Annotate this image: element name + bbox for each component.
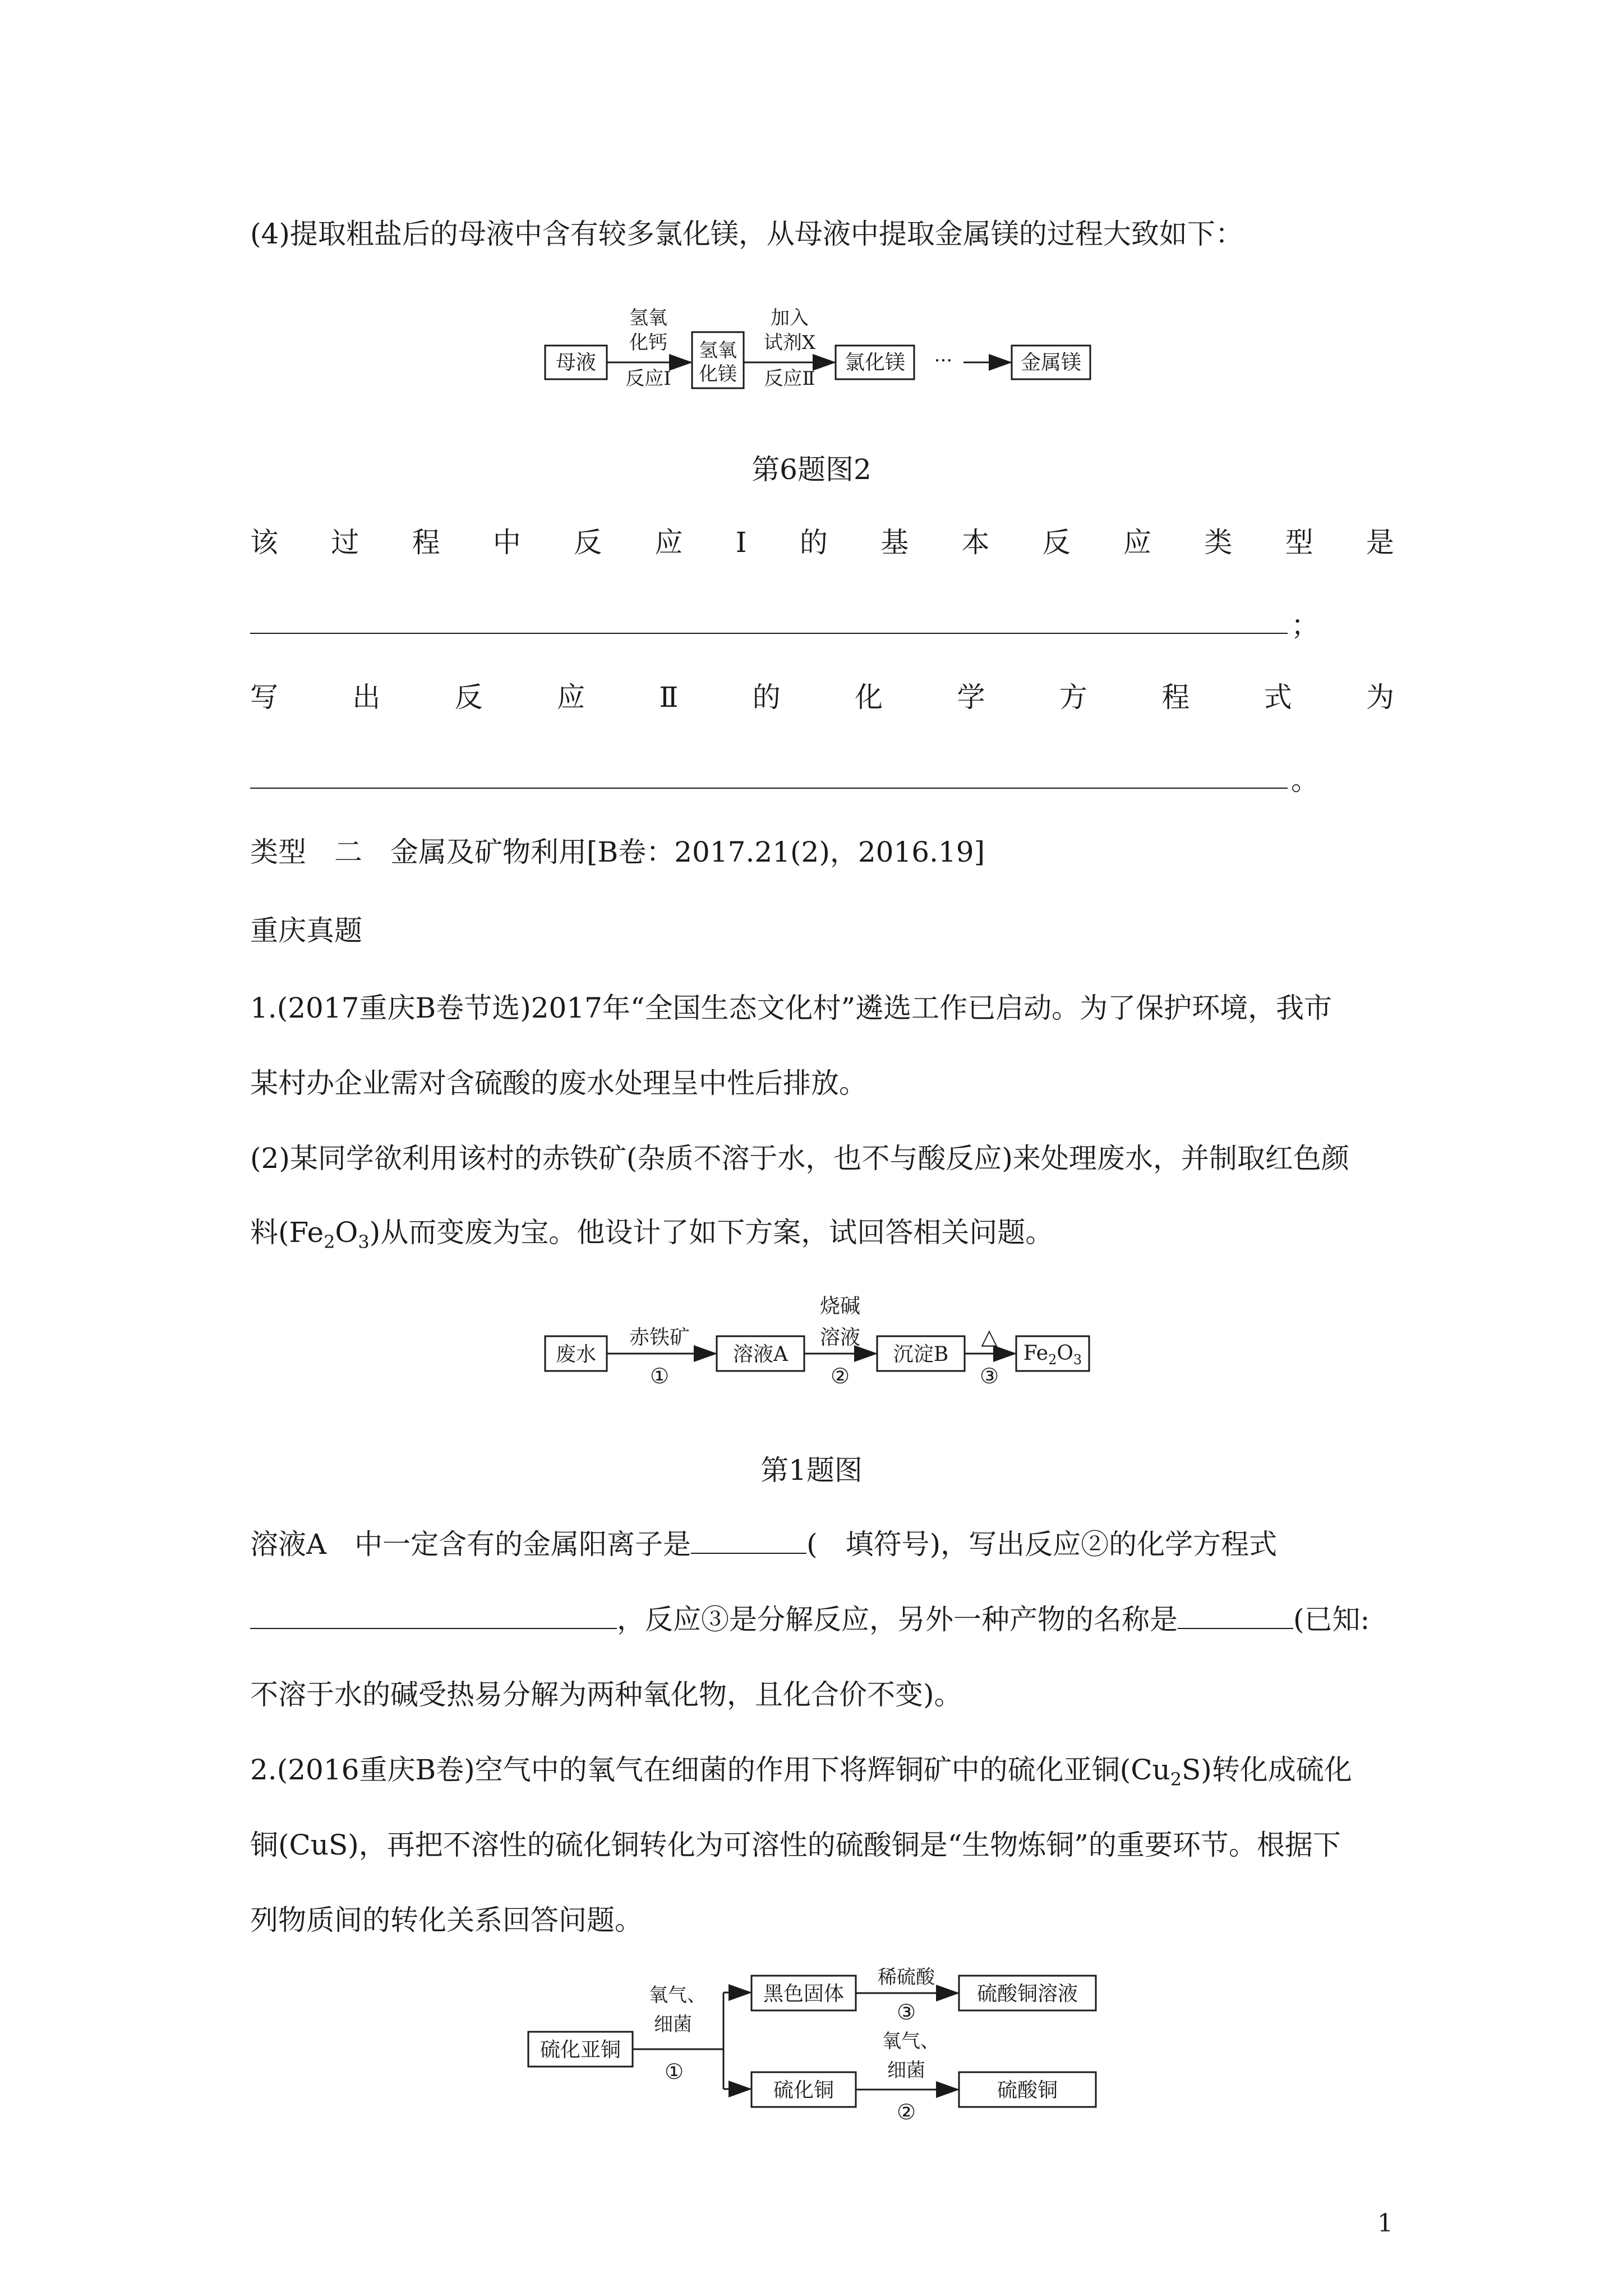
arrow-down-top1: 氧气、 xyxy=(882,2030,939,2053)
arrow-down-top2: 细菌 xyxy=(887,2059,925,2082)
text: Fe xyxy=(1023,1342,1049,1365)
arrow3-num: ③ xyxy=(979,1364,999,1388)
arrow1-top: 赤铁矿 xyxy=(629,1326,690,1349)
text: S)转化成硫化 xyxy=(1182,1754,1352,1786)
arrow2-num: ② xyxy=(830,1364,850,1388)
arrow-down-num: ② xyxy=(896,2100,916,2124)
arrow2-top2: 试剂X xyxy=(763,332,816,354)
answer-blank-equation-2[interactable] xyxy=(250,788,1288,789)
copper-diagram xyxy=(527,1963,1099,2132)
arrow-up-top: 稀硫酸 xyxy=(878,1966,935,1989)
branch-num: ① xyxy=(664,2059,684,2084)
char: 该 xyxy=(250,526,278,559)
q2-line1 xyxy=(250,1756,1352,1788)
char: 的 xyxy=(752,681,781,714)
char: 出 xyxy=(352,681,381,714)
arrow1-top2: 化钙 xyxy=(629,332,667,354)
answer-blank-product-name[interactable] xyxy=(1178,1605,1293,1629)
q1-question-line2 xyxy=(250,1605,1370,1634)
page-number: 1 xyxy=(1377,2209,1393,2238)
q1-question-line1 xyxy=(250,1528,1278,1561)
answer-blank-cation[interactable] xyxy=(691,1530,806,1554)
q4-intro: (4)提取粗盐后的母液中含有较多氯化镁，从母液中提取金属镁的过程大致如下： xyxy=(250,218,1243,250)
box-mg-hydroxide-l2: 化镁 xyxy=(699,363,737,385)
char: 是 xyxy=(1366,526,1394,559)
mg-extraction-diagram xyxy=(544,303,1094,398)
box-cu2s-label: 硫化亚铜 xyxy=(540,2039,621,2062)
char: 过 xyxy=(331,526,359,559)
arrow2-top2: 溶液 xyxy=(819,1326,861,1349)
text: ，反应③是分解反应，另外一种产物的名称是 xyxy=(617,1603,1178,1636)
char: 基 xyxy=(880,526,909,559)
box-waste-water-label: 废水 xyxy=(555,1343,597,1366)
box-mg-chloride-label: 氯化镁 xyxy=(844,351,906,374)
text: 2.(2016重庆B卷)空气中的氧气在细菌的作用下将辉铜矿中的硫化亚铜(Cu xyxy=(250,1754,1170,1786)
char: 型 xyxy=(1285,526,1313,559)
branch-top2: 细菌 xyxy=(654,2013,692,2036)
q1-line1: 1.(2017重庆B卷节选)2017年“全国生态文化村”遴选工作已启动。为了保护环境，我市 xyxy=(250,992,1332,1024)
q1-part2-line1: (2)某同学欲利用该村的赤铁矿(杂质不溶于水，也不与酸反应)来处理废水，并制取红色颜 xyxy=(250,1142,1349,1175)
q4-question-line1 xyxy=(250,526,1394,559)
char: 式 xyxy=(1264,681,1292,714)
q1-line2: 某村办企业需对含硫酸的废水处理呈中性后排放。 xyxy=(250,1067,867,1099)
box-mg-hydroxide-l1: 氢氧 xyxy=(699,339,737,362)
char: 程 xyxy=(412,526,440,559)
char: 本 xyxy=(961,526,990,559)
char: 程 xyxy=(1161,681,1190,714)
box-solution-a-label: 溶液A xyxy=(733,1343,788,1366)
char: Ⅱ xyxy=(659,681,679,714)
box-fe2o3-label xyxy=(1023,1342,1082,1368)
text: O xyxy=(335,1216,358,1249)
arrow1-top1: 氢氧 xyxy=(629,307,667,329)
arrow2-top1: 加入 xyxy=(771,307,809,329)
subscript: 2 xyxy=(1170,1769,1182,1790)
box-precipitate-b-label: 沉淀B xyxy=(893,1343,949,1366)
text: ( 填符号)，写出反应②的化学方程式 xyxy=(806,1528,1278,1561)
q4-question-line2 xyxy=(250,681,1394,714)
char: 化 xyxy=(855,681,883,714)
char: 反 xyxy=(574,526,602,559)
box-cuso4-label: 硫酸铜 xyxy=(997,2079,1058,2102)
text: 溶液A 中一定含有的金属阳离子是 xyxy=(250,1528,691,1561)
char: 的 xyxy=(799,526,828,559)
box-cuso4-solution-label: 硫酸铜溶液 xyxy=(976,1982,1078,2005)
q2-line2: 铜(CuS)，再把不溶性的硫化铜转化为可溶性的硫酸铜是“生物炼铜”的重要环节。根据下 xyxy=(250,1829,1341,1861)
arrow-up-num: ③ xyxy=(896,2000,916,2024)
type2-heading: 类型 二 金属及矿物利用[B卷：2017.21(2)，2016.19] xyxy=(250,836,985,868)
answer-blank-reaction-type[interactable] xyxy=(250,633,1288,634)
text: 料(Fe xyxy=(250,1216,324,1249)
char: 为 xyxy=(1366,681,1394,714)
char: 方 xyxy=(1059,681,1087,714)
char: 中 xyxy=(492,526,521,559)
semicolon: ； xyxy=(1291,609,1319,642)
q1-question-line3: 不溶于水的碱受热易分解为两种氧化物，且化合价不变)。 xyxy=(250,1678,962,1711)
box-cus-label: 硫化铜 xyxy=(773,2079,834,2102)
subscript: 3 xyxy=(1073,1352,1082,1368)
answer-blank-equation[interactable] xyxy=(250,1605,617,1629)
char: 学 xyxy=(957,681,985,714)
box-black-solid-label: 黑色固体 xyxy=(763,1982,845,2005)
subscript: 2 xyxy=(1048,1352,1057,1368)
char: 应 xyxy=(557,681,585,714)
subscript: 2 xyxy=(324,1231,335,1253)
fe2o3-diagram xyxy=(544,1290,1094,1397)
arrow1-bottom: 反应Ⅰ xyxy=(625,367,671,390)
char: 写 xyxy=(250,681,278,714)
figure-caption-1: 第1题图 xyxy=(760,1454,863,1487)
figure-caption-6-2: 第6题图2 xyxy=(751,453,872,486)
box-mother-liquor-label: 母液 xyxy=(555,351,597,374)
text: )从而变废为宝。他设计了如下方案，试回答相关问题。 xyxy=(369,1216,1054,1249)
branch-top1: 氧气、 xyxy=(649,1984,706,2007)
arrow1-num: ① xyxy=(649,1364,670,1388)
char: 反 xyxy=(1042,526,1071,559)
text: O xyxy=(1057,1342,1073,1365)
box-mg-metal-label: 金属镁 xyxy=(1020,351,1082,374)
period: 。 xyxy=(1291,764,1319,797)
q2-line3: 列物质间的转化关系回答问题。 xyxy=(250,1904,643,1936)
heat-triangle: △ xyxy=(981,1324,998,1349)
type2-subheading: 重庆真题 xyxy=(250,914,362,947)
char: Ⅰ xyxy=(735,526,747,559)
char: 类 xyxy=(1204,526,1233,559)
arrow2-top1: 烧碱 xyxy=(819,1295,861,1318)
char: 应 xyxy=(1123,526,1152,559)
text: (已知: xyxy=(1293,1603,1370,1636)
subscript: 3 xyxy=(358,1231,370,1253)
q1-part2-line2 xyxy=(250,1218,1053,1251)
arrow3-dots: ··· xyxy=(934,349,953,372)
char: 应 xyxy=(654,526,683,559)
char: 反 xyxy=(454,681,483,714)
arrow2-bottom: 反应Ⅱ xyxy=(764,367,815,390)
